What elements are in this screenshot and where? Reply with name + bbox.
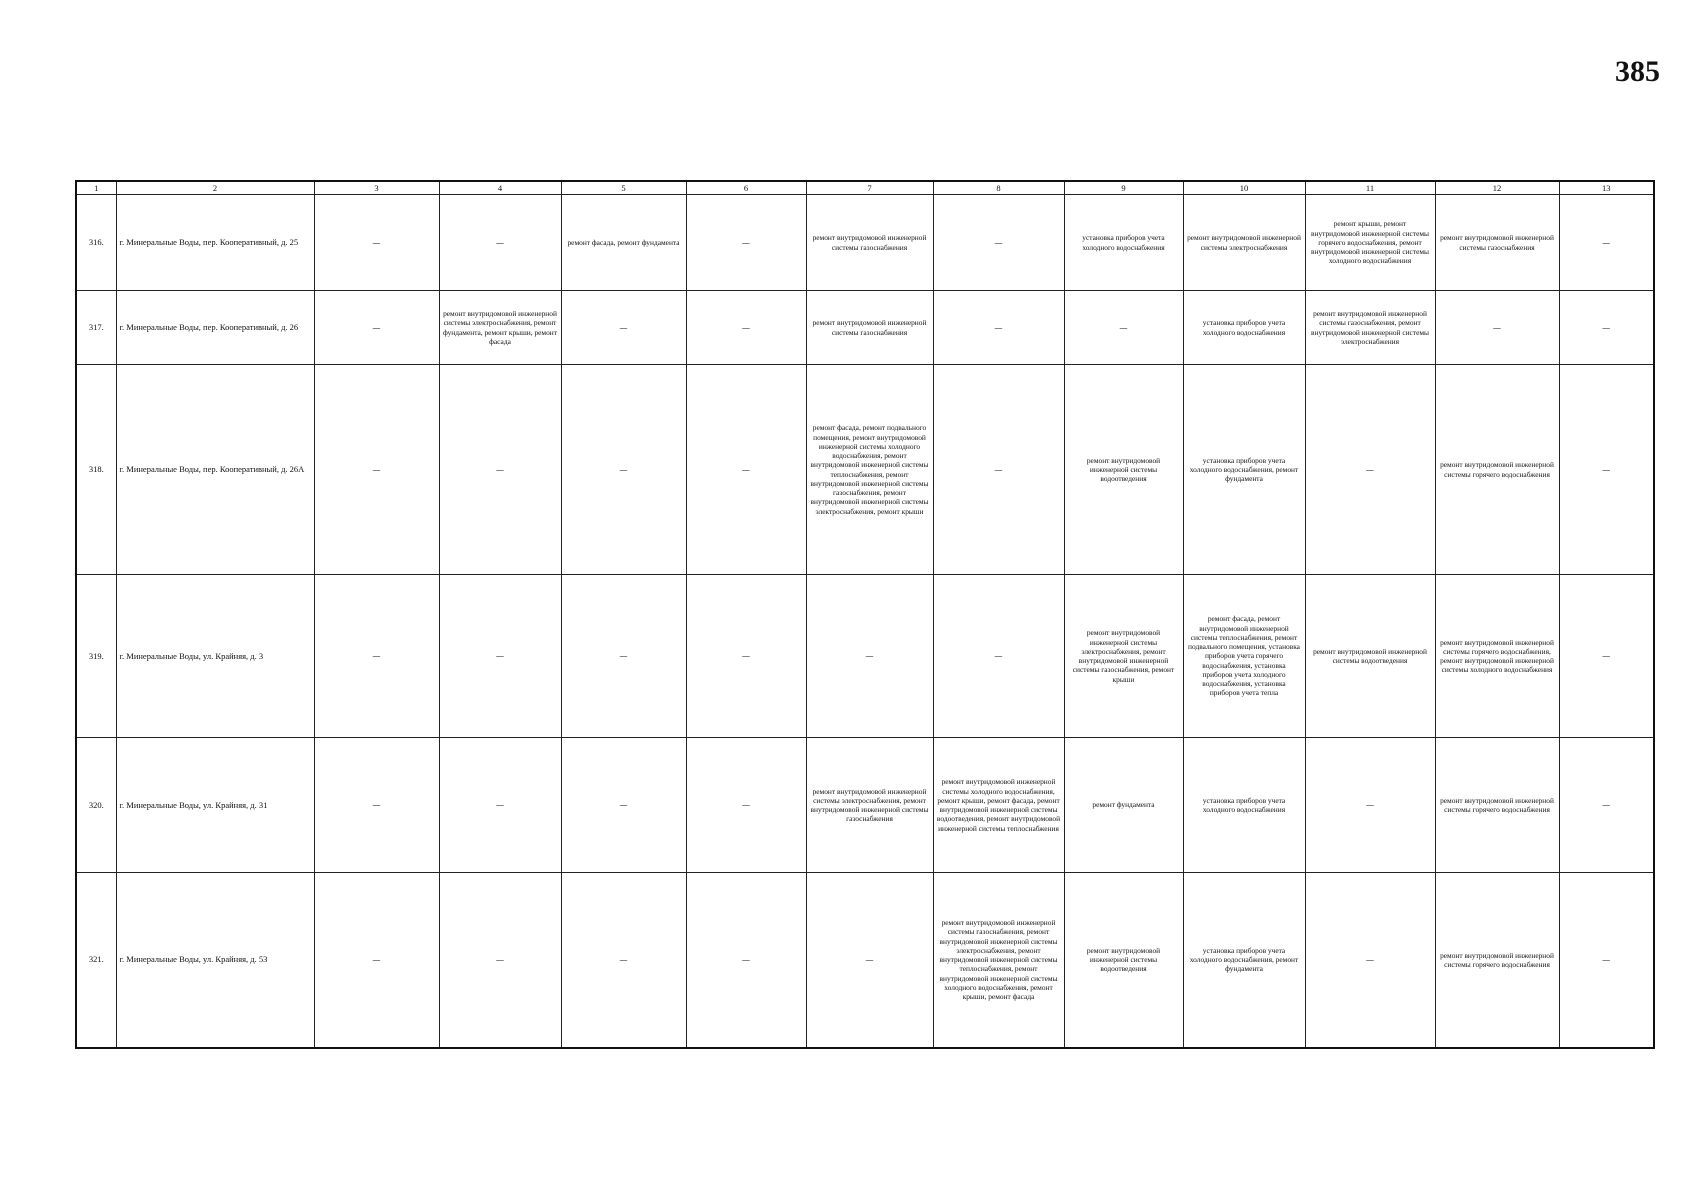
empty-cell: —: [561, 291, 686, 365]
empty-cell: —: [439, 365, 561, 575]
empty-cell: —: [686, 195, 806, 291]
row-number: 320.: [76, 738, 116, 873]
empty-cell: —: [314, 738, 439, 873]
empty-cell: —: [1559, 873, 1654, 1048]
works-cell: ремонт внутридомовой инженерной системы электроснабжения: [1183, 195, 1305, 291]
empty-cell: —: [561, 873, 686, 1048]
table-row: [76, 575, 1654, 738]
column-number-12: 12: [1435, 181, 1559, 195]
row-number: 317.: [76, 291, 116, 365]
empty-cell: —: [1435, 291, 1559, 365]
row-number: 321.: [76, 873, 116, 1048]
column-number-7: 7: [806, 181, 933, 195]
works-cell: установка приборов учета холодного водоснабжения, ремонт фундамента: [1183, 873, 1305, 1048]
empty-cell: —: [314, 195, 439, 291]
empty-cell: —: [806, 575, 933, 738]
column-number-13: 13: [1559, 181, 1654, 195]
repair-schedule-table: [75, 180, 1655, 1049]
column-number-row: [76, 181, 1654, 195]
column-number-8: 8: [933, 181, 1064, 195]
page-number: 385: [1615, 55, 1660, 88]
empty-cell: —: [439, 575, 561, 738]
address-cell: г. Минеральные Воды, ул. Крайняя, д. 53: [116, 873, 314, 1048]
address-cell: г. Минеральные Воды, пер. Кооперативный, д. 25: [116, 195, 314, 291]
works-cell: ремонт внутридомовой инженерной системы горячего водоснабжения: [1435, 873, 1559, 1048]
empty-cell: —: [439, 738, 561, 873]
works-cell: ремонт внутридомовой инженерной системы горячего водоснабжения: [1435, 365, 1559, 575]
empty-cell: —: [1559, 738, 1654, 873]
table-row: [76, 365, 1654, 575]
address-cell: г. Минеральные Воды, ул. Крайняя, д. 3: [116, 575, 314, 738]
table-row: [76, 738, 1654, 873]
works-cell: ремонт внутридомовой инженерной системы газоснабжения, ремонт внутридомовой инженерной системы электроснабжения, ремонт внутридомовой инженерной системы теплоснабжения, ремонт внутридомовой инженерной системы холодного водоснабжения, ремонт крыши, ремонт фасада: [933, 873, 1064, 1048]
table-row: [76, 873, 1654, 1048]
empty-cell: —: [1305, 365, 1435, 575]
row-number: 319.: [76, 575, 116, 738]
works-cell: установка приборов учета холодного водоснабжения: [1183, 738, 1305, 873]
empty-cell: —: [933, 291, 1064, 365]
works-cell: ремонт внутридомовой инженерной системы электроснабжения, ремонт фундамента, ремонт крыши, ремонт фасада: [439, 291, 561, 365]
empty-cell: —: [806, 873, 933, 1048]
empty-cell: —: [314, 873, 439, 1048]
works-cell: ремонт внутридомовой инженерной системы горячего водоснабжения: [1435, 738, 1559, 873]
works-cell: ремонт внутридомовой инженерной системы газоснабжения: [806, 195, 933, 291]
works-cell: ремонт фундамента: [1064, 738, 1183, 873]
empty-cell: —: [314, 575, 439, 738]
empty-cell: —: [686, 575, 806, 738]
column-number-9: 9: [1064, 181, 1183, 195]
works-cell: ремонт внутридомовой инженерной системы газоснабжения: [806, 291, 933, 365]
address-cell: г. Минеральные Воды, пер. Кооперативный, д. 26А: [116, 365, 314, 575]
address-cell: г. Минеральные Воды, ул. Крайняя, д. 31: [116, 738, 314, 873]
empty-cell: —: [1559, 365, 1654, 575]
empty-cell: —: [933, 365, 1064, 575]
works-cell: ремонт внутридомовой инженерной системы холодного водоснабжения, ремонт крыши, ремонт фасада, ремонт внутридомовой инженерной системы водоотведения, ремонт внутридомовой инженерной системы теплоснабжения: [933, 738, 1064, 873]
empty-cell: —: [686, 365, 806, 575]
empty-cell: —: [561, 738, 686, 873]
works-cell: ремонт внутридомовой инженерной системы газоснабжения, ремонт внутридомовой инженерной системы электроснабжения: [1305, 291, 1435, 365]
column-number-10: 10: [1183, 181, 1305, 195]
works-cell: установка приборов учета холодного водоснабжения: [1183, 291, 1305, 365]
empty-cell: —: [1559, 291, 1654, 365]
empty-cell: —: [1064, 291, 1183, 365]
works-cell: ремонт внутридомовой инженерной системы электроснабжения, ремонт внутридомовой инженерной системы газоснабжения: [806, 738, 933, 873]
works-cell: установка приборов учета холодного водоснабжения, ремонт фундамента: [1183, 365, 1305, 575]
works-cell: ремонт внутридомовой инженерной системы водоотведения: [1305, 575, 1435, 738]
empty-cell: —: [686, 291, 806, 365]
empty-cell: —: [314, 365, 439, 575]
table-row: [76, 195, 1654, 291]
empty-cell: —: [1305, 738, 1435, 873]
empty-cell: —: [686, 738, 806, 873]
works-cell: ремонт внутридомовой инженерной системы водоотведения: [1064, 873, 1183, 1048]
row-number: 316.: [76, 195, 116, 291]
column-number-11: 11: [1305, 181, 1435, 195]
works-cell: ремонт внутридомовой инженерной системы электроснабжения, ремонт внутридомовой инженерной системы газоснабжения, ремонт крыши: [1064, 575, 1183, 738]
empty-cell: —: [561, 575, 686, 738]
table-row: [76, 291, 1654, 365]
column-number-6: 6: [686, 181, 806, 195]
works-cell: ремонт фасада, ремонт подвального помещения, ремонт внутридомовой инженерной системы холодного водоснабжения, ремонт внутридомовой инженерной системы теплоснабжения, ремонт внутридомовой инженерной системы газоснабжения, ремонт внутридомовой инженерной системы электроснабжения, ремонт крыши: [806, 365, 933, 575]
empty-cell: —: [933, 575, 1064, 738]
works-cell: ремонт крыши, ремонт внутридомовой инженерной системы горячего водоснабжения, ремонт внутридомовой инженерной системы холодного водоснабжения: [1305, 195, 1435, 291]
empty-cell: —: [1305, 873, 1435, 1048]
column-number-1: 1: [76, 181, 116, 195]
empty-cell: —: [439, 195, 561, 291]
address-cell: г. Минеральные Воды, пер. Кооперативный, д. 26: [116, 291, 314, 365]
column-number-4: 4: [439, 181, 561, 195]
empty-cell: —: [686, 873, 806, 1048]
empty-cell: —: [314, 291, 439, 365]
works-cell: ремонт фасада, ремонт фундамента: [561, 195, 686, 291]
works-cell: ремонт фасада, ремонт внутридомовой инженерной системы теплоснабжения, ремонт подвального помещения, установка приборов учета горячего водоснабжения, установка приборов учета холодного водоснабжения, установка приборов учета тепла: [1183, 575, 1305, 738]
empty-cell: —: [933, 195, 1064, 291]
column-number-2: 2: [116, 181, 314, 195]
works-cell: установка приборов учета холодного водоснабжения: [1064, 195, 1183, 291]
works-cell: ремонт внутридомовой инженерной системы водоотведения: [1064, 365, 1183, 575]
table-body: [76, 181, 1654, 1048]
empty-cell: —: [1559, 195, 1654, 291]
empty-cell: —: [439, 873, 561, 1048]
empty-cell: —: [561, 365, 686, 575]
column-number-3: 3: [314, 181, 439, 195]
works-cell: ремонт внутридомовой инженерной системы газоснабжения: [1435, 195, 1559, 291]
column-number-5: 5: [561, 181, 686, 195]
empty-cell: —: [1559, 575, 1654, 738]
row-number: 318.: [76, 365, 116, 575]
works-cell: ремонт внутридомовой инженерной системы горячего водоснабжения, ремонт внутридомовой инженерной системы холодного водоснабжения: [1435, 575, 1559, 738]
